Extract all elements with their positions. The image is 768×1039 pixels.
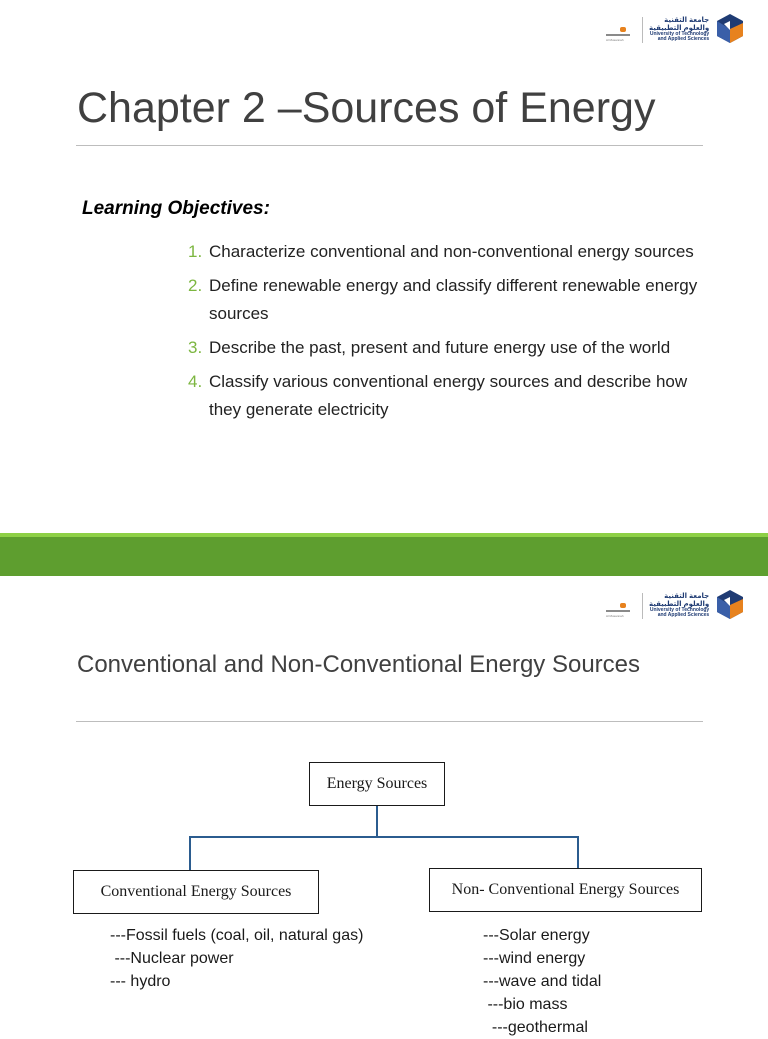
list-item: ---Nuclear power (110, 950, 234, 967)
energy-sources-box: Energy Sources (309, 762, 445, 806)
logo-arabic-line-2: والعلوم التطبيقية (649, 24, 710, 32)
slide-title: Conventional and Non-Conventional Energy Sources (77, 651, 641, 678)
objective-item: 2. Define renewable energy and classify different renewable energy sources (188, 276, 698, 323)
list-item: ---Fossil fuels (coal, oil, natural gas) (110, 927, 364, 944)
non-conventional-sources-box: Non- Conventional Energy Sources (429, 868, 702, 912)
connector-horizontal (189, 836, 579, 838)
logo-arabic-line-1: جامعة التقنية (664, 17, 710, 25)
connector-vertical-right (577, 836, 579, 868)
list-item: --- hydro (110, 973, 171, 990)
list-item: ---wind energy (483, 950, 586, 967)
conventional-sources-list (110, 924, 363, 993)
objective-item: 3. Describe the past, present and future energy use of the world (188, 338, 671, 357)
utas-emblem-icon (715, 588, 745, 624)
logo-english-line-2: and Applied Sciences (657, 612, 710, 619)
list-item: ---wave and tidal (483, 973, 602, 990)
objective-item: 1. Characterize conventional and non-conventional energy sources (188, 242, 694, 261)
slide-divider (0, 533, 768, 576)
objectives-heading: Learning Objectives: (82, 198, 270, 219)
university-logo (606, 588, 745, 624)
list-item: ---bio mass (483, 996, 568, 1013)
slide-title: Chapter 2 –Sources of Energy (77, 84, 656, 132)
partner-logo: Al Musannah (606, 594, 634, 618)
title-rule (76, 721, 703, 722)
logo-english-line-1: University of Technology (649, 607, 710, 614)
connector-vertical-root (376, 806, 378, 837)
connector-vertical-left (189, 836, 191, 870)
list-item: ---geothermal (483, 1019, 588, 1036)
list-item: ---Solar energy (483, 927, 590, 944)
university-logo (606, 12, 745, 48)
objective-item: 4. Classify various conventional energy sources and describe how they generate electricity (188, 372, 688, 419)
logo-english-line-2: and Applied Sciences (657, 36, 710, 43)
logo-english-line-1: University of Technology (649, 31, 710, 38)
title-rule (76, 145, 703, 146)
logo-arabic-line-1: جامعة التقنية (664, 593, 710, 601)
utas-emblem-icon (715, 12, 745, 48)
conventional-sources-box: Conventional Energy Sources (73, 870, 319, 914)
slide-2 (0, 576, 768, 1036)
partner-logo: Al Musannah (606, 18, 634, 42)
objectives-list (188, 238, 708, 430)
non-conventional-sources-list (483, 924, 601, 1039)
logo-arabic-line-2: والعلوم التطبيقية (649, 600, 710, 608)
